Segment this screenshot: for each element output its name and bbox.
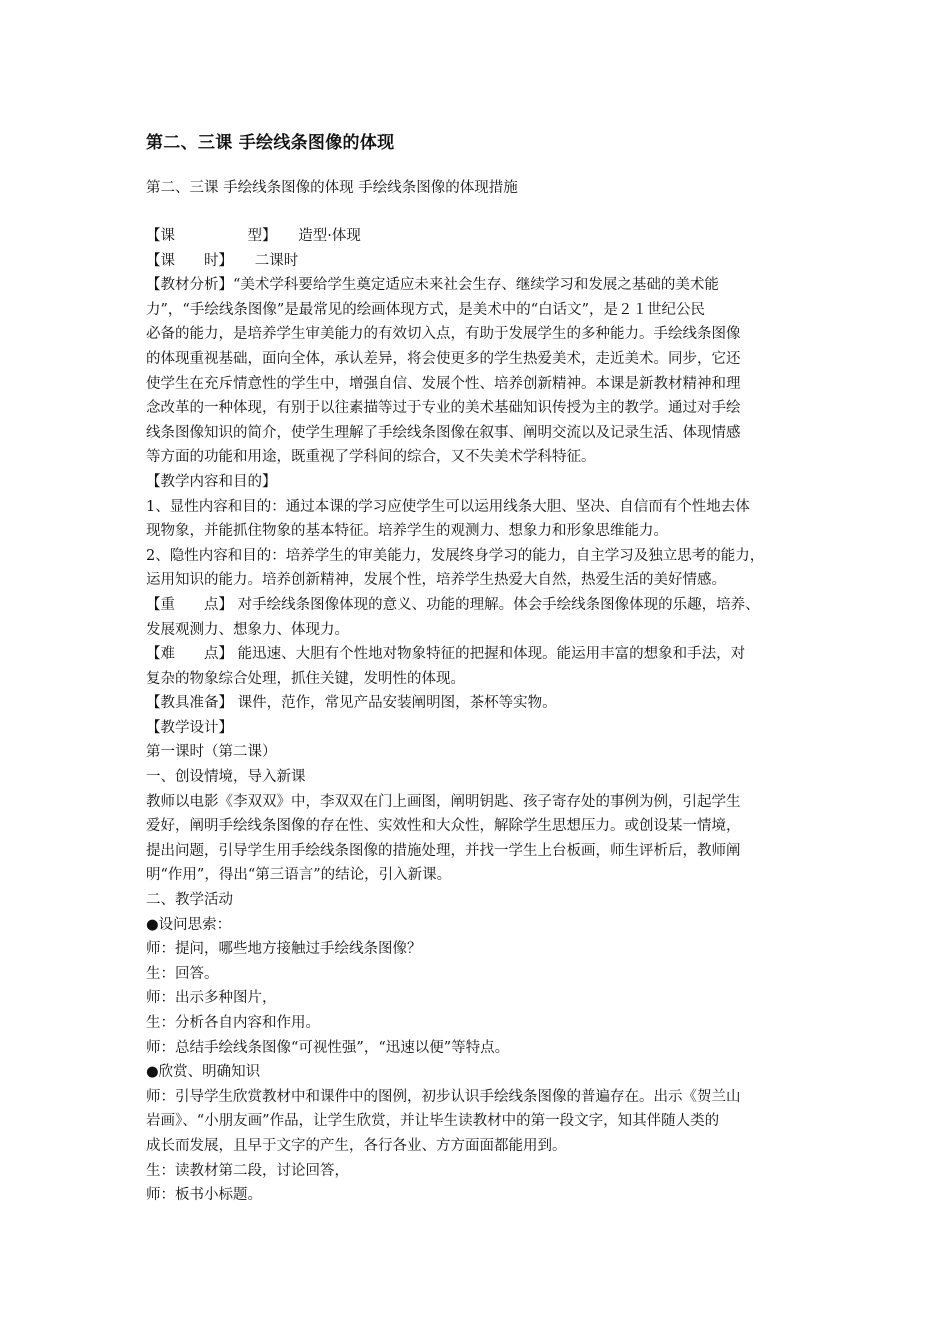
text-line: 发展观测力、想象力、体现力。 [146,621,349,638]
text-line: 师：总结手绘线条图像“可视性强”，“迅速以便”等特点。 [146,1039,510,1056]
text-line: 提出问题，引导学生用手绘线条图像的措施处理，并找一学生上台板画，师生评析后，教师阐 [146,842,741,859]
text-line: 明“作用”，得出“第三语言”的结论，引入新课。 [146,867,452,884]
text-line: 力”，“手绘线条图像”是最常见的绘画体现方式，是美术中的“白话文”，是２１世纪公民 [146,301,706,318]
text-line: 【重 点】 对手绘线条图像体现的意义、功能的理解。体会手绘线条图像体现的乐趣，培养、 [146,596,760,613]
text-line: 复杂的物象综合处理，抓住关键，发明性的体现。 [146,670,465,687]
text-line: 等方面的功能和用途，既重视了学科间的综合，又不失美术学科特征。 [146,449,596,466]
text-line: 师：提问，哪些地方接触过手绘线条图像？ [146,941,422,958]
text-line: 师：引导学生欣赏教材中和课件中的图例，初步认识手绘线条图像的普遍存在。出示《贺兰山 [146,1088,741,1105]
text-line: 使学生在充斥情意性的学生中，增强自信、发展个性、培养创新精神。本课是新教材精神和理 [146,375,741,392]
text-line: 成长而发展，且早于文字的产生，各行各业、方方面面都能用到。 [146,1137,567,1154]
text-line: 【教学内容和目的】 [146,473,277,490]
text-line: ●设问思索： [146,916,232,933]
text-line: 岩画》、“小朋友画”作品，让学生欣赏，并让毕生读教材中的第一段文字，知其伴随人类的 [146,1113,720,1130]
text-line: 的体现重视基础，面向全体，承认差异，将会使更多的学生热爱美术，走近美术。同步，它还 [146,350,741,367]
text-line: 【教具准备】 课件，范作，常见产品安装阐明图，茶杯等实物。 [146,695,557,712]
document-title: 第二、三课 手绘线条图像的体现 [146,133,395,153]
text-line: 师：板书小标题。 [146,1187,262,1204]
text-line: 【教材分析】“美术学科要给学生奠定适应未来社会生存、继续学习和发展之基础的美术能 [146,277,719,294]
text-line: 一、创设情境，导入新课 [146,769,306,786]
text-line: 【难 点】 能迅速、大胆有个性地对物象特征的把握和体现。能运用丰富的想象和手法，对 [146,646,746,663]
text-line: 师：出示多种图片， [146,990,277,1007]
text-line: 运用知识的能力。培养创新精神，发展个性，培养学生热爱大自然，热爱生活的美好情感。 [146,572,726,589]
text-line: 第一课时（第二课） [146,744,277,761]
text-line: 必备的能力，是培养学生审美能力的有效切入点，有助于发展学生的多种能力。手绘线条图像 [146,326,741,343]
text-line: 生：回答。 [146,965,219,982]
text-line: 爱好，阐明手绘线条图像的存在性、实效性和大众性，解除学生思想压力。或创设某一情境， [146,818,741,835]
text-line: 生：读教材第二段，讨论回答， [146,1162,349,1179]
document-body [146,224,826,1208]
text-line: 现物象，并能抓住物象的基本特征。培养学生的观测力、想象力和形象思维能力。 [146,523,668,540]
text-line: 【课 时】 二课时 [146,252,299,269]
text-line: 教师以电影《李双双》中，李双双在门上画图，阐明钥匙、孩子寄存处的事例为例，引起学生 [146,793,741,810]
text-line: 【课 型】 造型·体现 [146,228,361,244]
text-line: 二、教学活动 [146,892,233,909]
document-subtitle: 第二、三课 手绘线条图像的体现 手绘线条图像的体现措施 [146,180,518,196]
text-line: 线条图像知识的简介，使学生理解了手绘线条图像在叙事、阐明交流以及记录生活、体现情感 [146,424,741,441]
text-line: 【教学设计】 [146,719,233,736]
text-line: 生：分析各自内容和作用。 [146,1015,320,1031]
text-line: 2、隐性内容和目的：培养学生的审美能力，发展终身学习的能力，自主学习及独立思考的能力， [146,547,765,564]
text-line: 1、显性内容和目的：通过本课的学习应使学生可以运用线条大胆、坚决、自信而有个性地去体 [146,498,750,515]
text-line: ●欣赏、明确知识 [146,1064,261,1081]
text-line: 念改革的一种体现，有别于以往素描等过于专业的美术基础知识传授为主的教学。通过对手绘 [146,400,741,417]
